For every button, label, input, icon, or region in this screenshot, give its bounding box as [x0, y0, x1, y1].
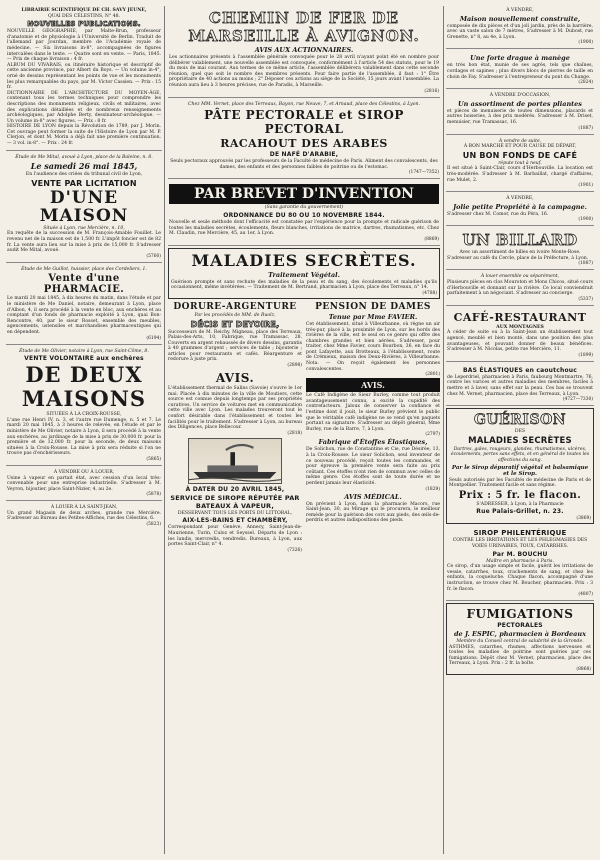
- ad-title: FUMIGATIONS: [466, 607, 574, 622]
- rooms-rent: [446, 272, 594, 305]
- column-rule: [164, 6, 165, 854]
- pectoral-ad: [168, 100, 440, 180]
- steamboat-illustration: [188, 438, 282, 484]
- ad-text: Correspondant pour Genève, Annecy, Saint-Jean-de-Maurienne, Turin, Culoz et Seyssel. Départs de Lyon : les lundis, mercredis, vendredis. Bureaux, à Lyon, aux portes Saint-Clair, n° 4.: [168, 525, 302, 548]
- section-heading: NOUVELLES PUBLICATIONS.: [27, 20, 141, 29]
- notice-header: À louer ensemble ou séparément,: [480, 274, 560, 280]
- ad-ref: (2898): [287, 363, 302, 369]
- ad-ref: (5865): [146, 456, 161, 462]
- sale-title: Vente d'une PHARMACIE.: [43, 273, 125, 296]
- ad-text: ASTHMES, catarrhes, rhumes, affections nerveuses et toutes les maladies de poitrine sont guéries par ces fumigations. Dépôt chez M. Vernet, pharmacien, place des Terreaux, à Lyon. Prix : 2 fr. la boîte.: [449, 644, 591, 667]
- ad-ref: (5878): [146, 492, 161, 498]
- ad-sub: Maître en pharmacie à Paris.: [486, 558, 554, 564]
- ad-title: AVIS.: [306, 378, 440, 392]
- notice-header: À VENDRE D'OCCASION,: [489, 93, 551, 99]
- ad-text: À céder de suite ou à la Saint-Jean un établissement tout agencé, meublé et bien monté, dans une position des plus avantageuses, et pouvant donner de beaux bénéfices. S'adresser à M. Nicolas, petite rue Mercière, 11.: [447, 330, 593, 353]
- ad-text: Les actionnaires présents à l'assemblée générale convoquée pour le 28 avril n'ayant point été en nombre pour délibérer valablement, une nouvelle assemblée est convoquée, conformément à l'article 54 des statuts, pour le 19 du mois de mai courant. Aux termes de ce même article, l'assemblée délibérera valablement dans cette seconde réunion, quel que soit le nombre des membres présents. Pour faire partie de l'assemblée, il faut : 1° Être propriétaire de 40 actions au moins ; 2° Déposer ces actions au siège de la Société, 15 jours avant l'assemblée. La réunion aura lieu à 3 heures précises, rue de Paradis, à Marseille.: [169, 55, 439, 88]
- ad-text: Usine à vapeur en partait état, avec cession d'un local très-convenable pour une entreprise industrielle. S'adresser à M. Veyron, bijoutier, place Saint-Nizier, 4, au 2e.: [7, 475, 161, 492]
- ad-ref: (1900): [578, 40, 593, 46]
- ad-text: Il est situé à Saint-Clair, cours d'Herbouville. La location est très-modérée. S'adresser à M. Barbaillat, chargé d'affaires, rue Mulet, 2.: [447, 166, 593, 183]
- ad-sub: À BON MARCHÉ ET POUR CAUSE DE DÉPART,: [463, 144, 577, 150]
- disease-ad: [168, 248, 440, 299]
- ad-text: L'établissement thermal de Salins (Savoie) s'ouvre le 1er mai. Placée à dix minutes de la ville de Moutiers, cette source est connue depuis longtemps par ses propriétés curatives. Un service de voitures met en communication cette ville avec Lyon. Les malades trouveront tout le confort désirable dans l'établissement et toutes les facilités pour le traitement. S'adresser à Lyon, au bureau des Diligences, place Bellecour.: [168, 386, 302, 431]
- ad-title: DORURE-ARGENTURE: [173, 301, 297, 312]
- ad-ref: (1899): [578, 352, 593, 358]
- ad-title: Un assortiment de portes pliantes: [458, 99, 582, 108]
- ad-ref: (8869): [424, 236, 439, 242]
- ad-ref: (4807): [578, 592, 593, 598]
- house-sale: [446, 6, 594, 49]
- ad-ref: (3869): [576, 516, 591, 522]
- ad-sub: À DATER DU 20 AVRIL 1845,: [185, 485, 285, 493]
- sale-notice: [6, 153, 162, 263]
- ad-ref: (2816): [424, 88, 439, 94]
- library-address: QUAI DES CÉLESTINS, N° 48.: [47, 13, 121, 19]
- ad-text: HISTOIRE DE LYON depuis la Révolution de 1789, par J. Morin. Cet ouvrage peut former la suite de l'Histoire de Lyon par M. P. Clerjon, et dont M. Morin a déjà fait une première continuation. — 3 vol. in-8°. — Prix : 24 fr.: [7, 124, 161, 147]
- ad-title: Une forte drague à manège: [470, 54, 570, 63]
- ad-title: PENSION DE DAMES: [315, 301, 431, 312]
- ad-sub: Par le Sirop dépuratif végétal et balsamique et le Sirop.: [451, 464, 589, 477]
- ad-text: Nouvelle et seule méthode dont l'efficacité est constatée par l'expérience pour la prompte et radicale guérison de toutes les maladies secrètes, écoulements, fleurs blanches, irritations de matrice, dartres, rhumatismes, etc. Chez M. Claudin, rue Mercière, 45, au 1er, à Lyon.: [169, 219, 439, 237]
- ad-sub: Avec un assortiment de billes en ivoire Monte-Rose.: [459, 250, 581, 256]
- syrup-ad: [446, 526, 594, 601]
- ad-text: en très bon état, munie de ses agrès, tels que chaînes, cordages et sapines ; plus divers blocs de pierres de taille en choin de Fay. S'adresser à l'entrepreneur du pont du Change.: [447, 63, 593, 80]
- ad-sub: S'ADRESSER, à Lyon, à la Pharmacie: [476, 501, 564, 507]
- ad-text: De Solichon, rue de Constantine et Cie, rue Désirée, 13, à la Croix-Rousse. Le sieur Solichon, seul inventeur de ce nouveau procédé, reçoit toutes les commandes, et pour épreuve la première vente sera faite au prix coûtant. Ces étoffes n'ont rien de commun avec celles de même genre. Ces étoffes sont de toute durée et ne perdent jamais leur élasticité.: [306, 447, 440, 486]
- pension-ad: [306, 301, 440, 553]
- ad-sub: Chez MM. Vernet, place des Terreaux, Bayon, rue Neuve, 7, et Arnaud, place des Célestins, à Lyon.: [188, 101, 420, 107]
- ad-ref: (1829): [425, 486, 440, 492]
- sale-title: D'UNE MAISON: [39, 187, 129, 226]
- ad-title: UN BILLARD: [462, 231, 578, 250]
- ad-text: Seuls autorisés par les Facultés de médecine de Paris et de Montpellier. Traitement facile et sans régime.: [449, 477, 591, 489]
- ad-sub: CONTRE LES IRRITATIONS ET LES PHLEGMASIES DES VOIES URINAIRES, TOUX, CATARRHES.: [452, 538, 588, 549]
- column-center: [168, 6, 440, 854]
- column-rule: [443, 6, 444, 854]
- ad-ref: (2824): [578, 80, 593, 86]
- ad-ref: (5823): [146, 522, 161, 528]
- library-ad: [6, 6, 162, 151]
- ad-text: composée de dix pièces et d'un joli jardin, près de la barrière, avec un vaste salon de 7 mètres, S'adresser à M. Dubost, rue Grenette, n° 8, au 4e, à Lyon.: [447, 23, 593, 40]
- ad-text: Guérison prompte et sans rechute des maladies de la peau et du sang, des écoulements et maladies qu'ils occasionnent, même invétérées. — Traitement de M. Bertrand, pharmacien à Lyon, place des Terreaux, n° 14.: [171, 279, 437, 291]
- sale-title: DE DEUX MAISONS: [21, 362, 147, 412]
- sale-sub: En l'audience des criées du tribunal civil de Lyon,: [25, 172, 143, 178]
- sale-sub: SITUÉES À LA CROIX-ROUSSE,: [46, 412, 122, 418]
- ad-sub: DESSERVANT TOUS LES PORTS DU LITTORAL,: [177, 510, 293, 516]
- ad-text: En requête de la succession de M. François-Amable Fouillet. Le revenu net de la maison est de 1,500 fr. L'impôt foncier est de 82 fr. La vente aura lieu sur la mise à prix de 15,000 fr. S'adresser audit Me Mital, avoué.: [7, 231, 161, 254]
- sale-heading: VENTE PAR LICITATION: [31, 178, 137, 188]
- ad-text: Le Café Indigène de Sieur Burley, comme tout produit avantageusement connu, a excité la cupidité des contrefacteurs. Jaloux de conserver la confiance et l'estime dont il jouit, le sieur Burley prévient le public que le véritable café indigène ne se vend qu'en paquets portant sa signature. S'adresser au dépôt général, Mme Burley, rue de la Barre, 7, à Lyon.: [306, 393, 440, 432]
- ad-text: Plusieurs pièces en clos Mouroton et Mons Chicos, situé cours d'Herbouville et donnant sur la rivière. Ce local conviendrait parfaitement à un négociant. S'adresser au concierge.: [447, 280, 593, 297]
- ad-ref: (2818): [287, 430, 302, 436]
- ad-text: de Leperdriel, pharmacien à Paris, faubourg Montmartre, 76, contre les varices et autres maladies des membres, faciles à mettre et à laver, sans effet sur la peau. Ces bas se trouvent chez M. Vernet, pharmacien, place des Terreaux, à Lyon.: [447, 374, 593, 397]
- railway-notice: [168, 6, 440, 98]
- ad-sub: répute tout à neuf.: [498, 160, 542, 166]
- two-houses-sale: [6, 347, 162, 466]
- cure-ad: [446, 408, 594, 524]
- fumigation-ad: [446, 603, 594, 675]
- cafe-restaurant-ad: [446, 308, 594, 362]
- ad-sub: Traitement Végétal.: [268, 270, 340, 279]
- ad-text: S'adresser chez M. Comor, rue du Péra, 16.: [447, 211, 549, 217]
- twin-ads: [168, 301, 440, 553]
- patent-ad: [168, 181, 440, 245]
- notice-header: À LOUER À LA SAINT-JEAN,: [50, 505, 118, 511]
- ad-ref: (2801): [425, 372, 440, 378]
- ad-text: NOUVELLE GÉOGRAPHIE, par Malte-Brun, professeur d'anatomie et de physiologie à l'Université de Berlin. Traduit de l'allemand par Jourdan, membre de l'Académie royale de médecine. — Six livraisons in-8°, accompagnées de figures intercalées dans le texte. — Quatre sont en vente. — Paris, 1845. — Prix de chaque livraison : 4 fr.: [7, 29, 161, 63]
- railway-title: CHEMIN DE FER DE MARSEILLE À AVIGNON.: [188, 9, 420, 45]
- ad-sub: Par les procédés de MM. de Ruolz,: [194, 312, 276, 318]
- ad-text: On prévient à Lyon, dans la pharmacie Macors, rue Saint-Jean, 30, au Mirage qui le procurera, le meilleur remède pour la guérison des cors aux pieds, des œils-de-perdrix et autres indispositions des pieds.: [306, 501, 440, 524]
- ad-ref: (5760): [146, 253, 161, 259]
- cafe-fund-sale: [446, 137, 594, 193]
- ad-title: CAFÉ-RESTAURANT: [453, 310, 587, 324]
- ad-ref: (1901): [578, 183, 593, 189]
- ad-sub: Dartres, gales, rougeurs, glandes, rhumatismes, ulcères, écoulements, pertes sans effets, et en général de toutes les affections du sang.: [450, 446, 590, 463]
- sale-heading: VENTE VOLONTAIRE aux enchères: [24, 355, 144, 363]
- ad-sub: AUX MONTAGNES: [496, 324, 544, 330]
- ad-ref: (1887): [578, 125, 593, 131]
- notice-header: À VENDRE,: [506, 8, 534, 13]
- notice-header: Étude de Me Guillot, huissier, place des Cordeliers, 1.: [21, 266, 147, 272]
- ad-title: SERVICE DE SIROPE RÉPUTÉE PAR BATEAUX À VAPEUR,: [170, 493, 300, 510]
- property-sale: [446, 194, 594, 226]
- column-left: [6, 6, 162, 854]
- ad-title: PÂTE PECTORALE et SIROP PECTORAL: [204, 108, 404, 137]
- column-right: [446, 6, 594, 854]
- notice-heading: AVIS AUX ACTIONNAIRES.: [254, 46, 354, 54]
- ad-sub: Tenue par Mme FAVIER.: [328, 312, 418, 321]
- ad-sub: Rue Palais-Grillet, n. 23.: [476, 508, 564, 516]
- ad-text: Cet établissement, situé à Villeurbanne, où règne un air très-pur, placé à la proximité de Lyon, sur les bords des rivières de la ville, est le seul en ce genre qui offre des chambres grandes et bien aérées. S'adresser, pour traiter, chez Mme Favier, cours Bourbon, 36, en face du pont Lafayette, aux Brotteaux, à l'établissement, route de Crémieux, maison des Deux-Rivières, à Villeurbanne. Nota. — On reçoit également les personnes convalescentes.: [306, 321, 440, 372]
- factory-ad: [6, 468, 162, 501]
- ad-text: et pièces de menuiserie de toutes dimensions, placards et autres boiseries, à des prix modérés. S'adresser à M. Driset, menuisier, rue Tramassac, 16.: [447, 108, 593, 125]
- ad-ref: (4727—7330): [562, 397, 593, 403]
- shop-ad: [6, 503, 162, 530]
- sale-location: Située à Lyon, rue Mercière, n. 10,: [43, 225, 125, 231]
- ad-sub: DÉCIS ET DEYOIRE,: [190, 319, 280, 329]
- pharmacy-sale: [6, 265, 162, 345]
- stockings-ad: [446, 364, 594, 406]
- gilding-ad: [168, 301, 302, 553]
- ad-text: Ce sirop, d'un usage simple et facile, guérit les irritations de vessie, catarrhes, toux, crachements de sang, et chez les enfants, la coqueluche. Chaque flacon, accompagné d'une instruction, se trouve chez M. Boucher, pharmacien. Prix : 3 fr. le flacon.: [447, 564, 593, 592]
- notice-header: Étude de Me Mital, avoué à Lyon, place de la Baleine, n. 8.: [15, 154, 153, 160]
- ad-sub: PECTORALES: [497, 622, 543, 630]
- library-header: LIBRAIRIE SCIENTIFIQUE DE CH. SAVY JEUNE,: [21, 8, 147, 13]
- ad-title: BAS ÉLASTIQUES en caoutchouc: [463, 366, 577, 374]
- ad-ref: (1900): [578, 217, 593, 223]
- ad-text: S'adresser au café du Cercle, place de la Préfecture, à Lyon.: [447, 255, 589, 261]
- ad-title: PAR BREVET D'INVENTION: [169, 184, 439, 204]
- ad-ref: (5337): [578, 296, 593, 302]
- ad-ref: (8868): [576, 667, 591, 673]
- sale-date: Le samedi 26 mai 1845,: [30, 161, 138, 172]
- ad-text: Successeurs de M. Reichy. Migneau, place des Terreaux, Palais-des-Arts, 10, Fabrique, rue Tramassac, 28. Couverts en argent rehaussés de divers dessins, garantis à 40 grammes d'argent ; services de table ; bijouterie ; articles pour restaurants et cafés. Réargenture et redorure à juste prix.: [168, 329, 302, 363]
- doors-sale: [446, 91, 594, 134]
- ad-ref: (4788): [422, 290, 437, 296]
- ad-text: ALBUM DU VIVARAIS, ou itinéraire historique et descriptif de cette ancienne province, par Albert du Boys. — Un volume in-4°, orné de dessins représentant les points de vue et les monuments les plus remarquables du pays, par M. Victor Cassien. — Prix : 15 fr.: [7, 62, 161, 91]
- ad-text: Le mardi 20 mai 1845, à dix heures du matin, dans l'étude et par le ministère de Me Daniel, notaire, demeurant à Lyon, place d'Albon, 4, il sera procédé à la vente en bloc, aux enchères et au comptant d'un fonds de pharmacie exploité à Lyon, quai Bon-Rencontre, 40, par le sieur Rosset, ensemble des meubles, agencements, ustensiles et marchandises pharmaceutiques qui en dépendent.: [7, 296, 161, 335]
- notice-header: À vendre de suite,: [498, 138, 542, 144]
- dredge-sale: [446, 51, 594, 89]
- ad-ref: (1747—7352): [408, 170, 439, 176]
- ad-sub: AIX-LES-BAINS ET CHAMBÉRY,: [182, 517, 288, 525]
- ad-title: MALADIES SECRÈTES: [468, 435, 572, 446]
- ad-title: UN BON FONDS DE CAFÉ: [462, 150, 578, 160]
- ad-title: RACAHOUT DES ARABES: [220, 137, 388, 151]
- ad-sub: Membre du Conseil central de salubrité de la Gironde.: [456, 639, 584, 645]
- notice-header: Étude de Me Olivier, notaire à Lyon, rue Saint-Côme, 8.: [19, 348, 149, 354]
- ad-sub: Par M. BOUCHU: [492, 550, 548, 558]
- ad-title: AVIS.: [215, 371, 255, 386]
- ad-sub: DE NAFÉ D'ARABIE,: [269, 151, 339, 159]
- ad-title: GUÉRISON: [473, 412, 567, 429]
- ad-title: SIROP PHILENTÉRIQUE: [473, 529, 567, 538]
- notice-header: À VENDRE,: [506, 196, 534, 202]
- ad-title: MALADIES SECRÈTES.: [191, 250, 417, 270]
- ad-ref: (1887): [578, 261, 593, 267]
- notice-header: À VENDRE OU À LOUER,: [53, 469, 115, 475]
- ad-sub: (Sans garantie du gouvernement): [264, 205, 344, 211]
- ad-sub: DES: [514, 429, 526, 435]
- ad-ref: (6194): [146, 335, 161, 341]
- ad-text: Seuls pectoraux approuvés par les professeurs de la Faculté de médecine de Paris. Aliment des convalescents, des dames, des enfants et des personnes faibles de poitrine ou de l'estomac.: [170, 159, 438, 170]
- ad-ref: (7326): [287, 547, 302, 553]
- ad-title: Jolie petite Propriété à la campagne.: [453, 202, 587, 211]
- ad-sub: de J. ESPIC, pharmacien à Bordeaux: [454, 630, 586, 639]
- ad-title: Fabrique d'Étoffes Élastiques,: [318, 438, 428, 447]
- price: Prix : 5 fr. le flacon.: [458, 489, 582, 501]
- ad-ref: (2797): [425, 432, 440, 438]
- ad-text: L'une rue Henri IV, n. 3, et l'autre rue Dumenge, n. 5 et 7. Le mardi 20 mai 1845, à 3 heures de relevée, en l'étude et par le ministère de Me Olivier, notaire à Lyon, il sera procédé à la vente aux enchères, au jardinage de la mise à prix de 30,000 fr. pour la première et de 12,000 fr. pour la seconde, de deux maisons situées à la Croix-Rousse. La mise à prix sera réduite si l'on ne trouve pas d'enchérisseurs.: [7, 417, 161, 457]
- ad-text: DICTIONNAIRE DE L'ARCHITECTURE DU MOYEN-ÂGE, contenant tous les termes techniques pour comprendre les descriptions des monuments religieux, civils et militaires, avec des explications détaillées et de nombreux renseignements archéologiques, par Adolphe Berty, dessinateur-archéologue. — Un volume in-8° avec figures. — Prix : 8 fr.: [7, 90, 161, 124]
- ad-text: Un grand Magasin de deux arches, grande rue Mercière. S'adresser au Bureau des Petites-Affiches, rue des Célestins, 6.: [7, 510, 161, 522]
- ad-sub: ORDONNANCE DU 80 OU 10 NOVEMBRE 1844.: [223, 211, 385, 219]
- ad-title: Maison nouvellement construite,: [459, 14, 581, 23]
- billiard-sale: [446, 228, 594, 270]
- ad-title: AVIS MÉDICAL.: [344, 492, 402, 501]
